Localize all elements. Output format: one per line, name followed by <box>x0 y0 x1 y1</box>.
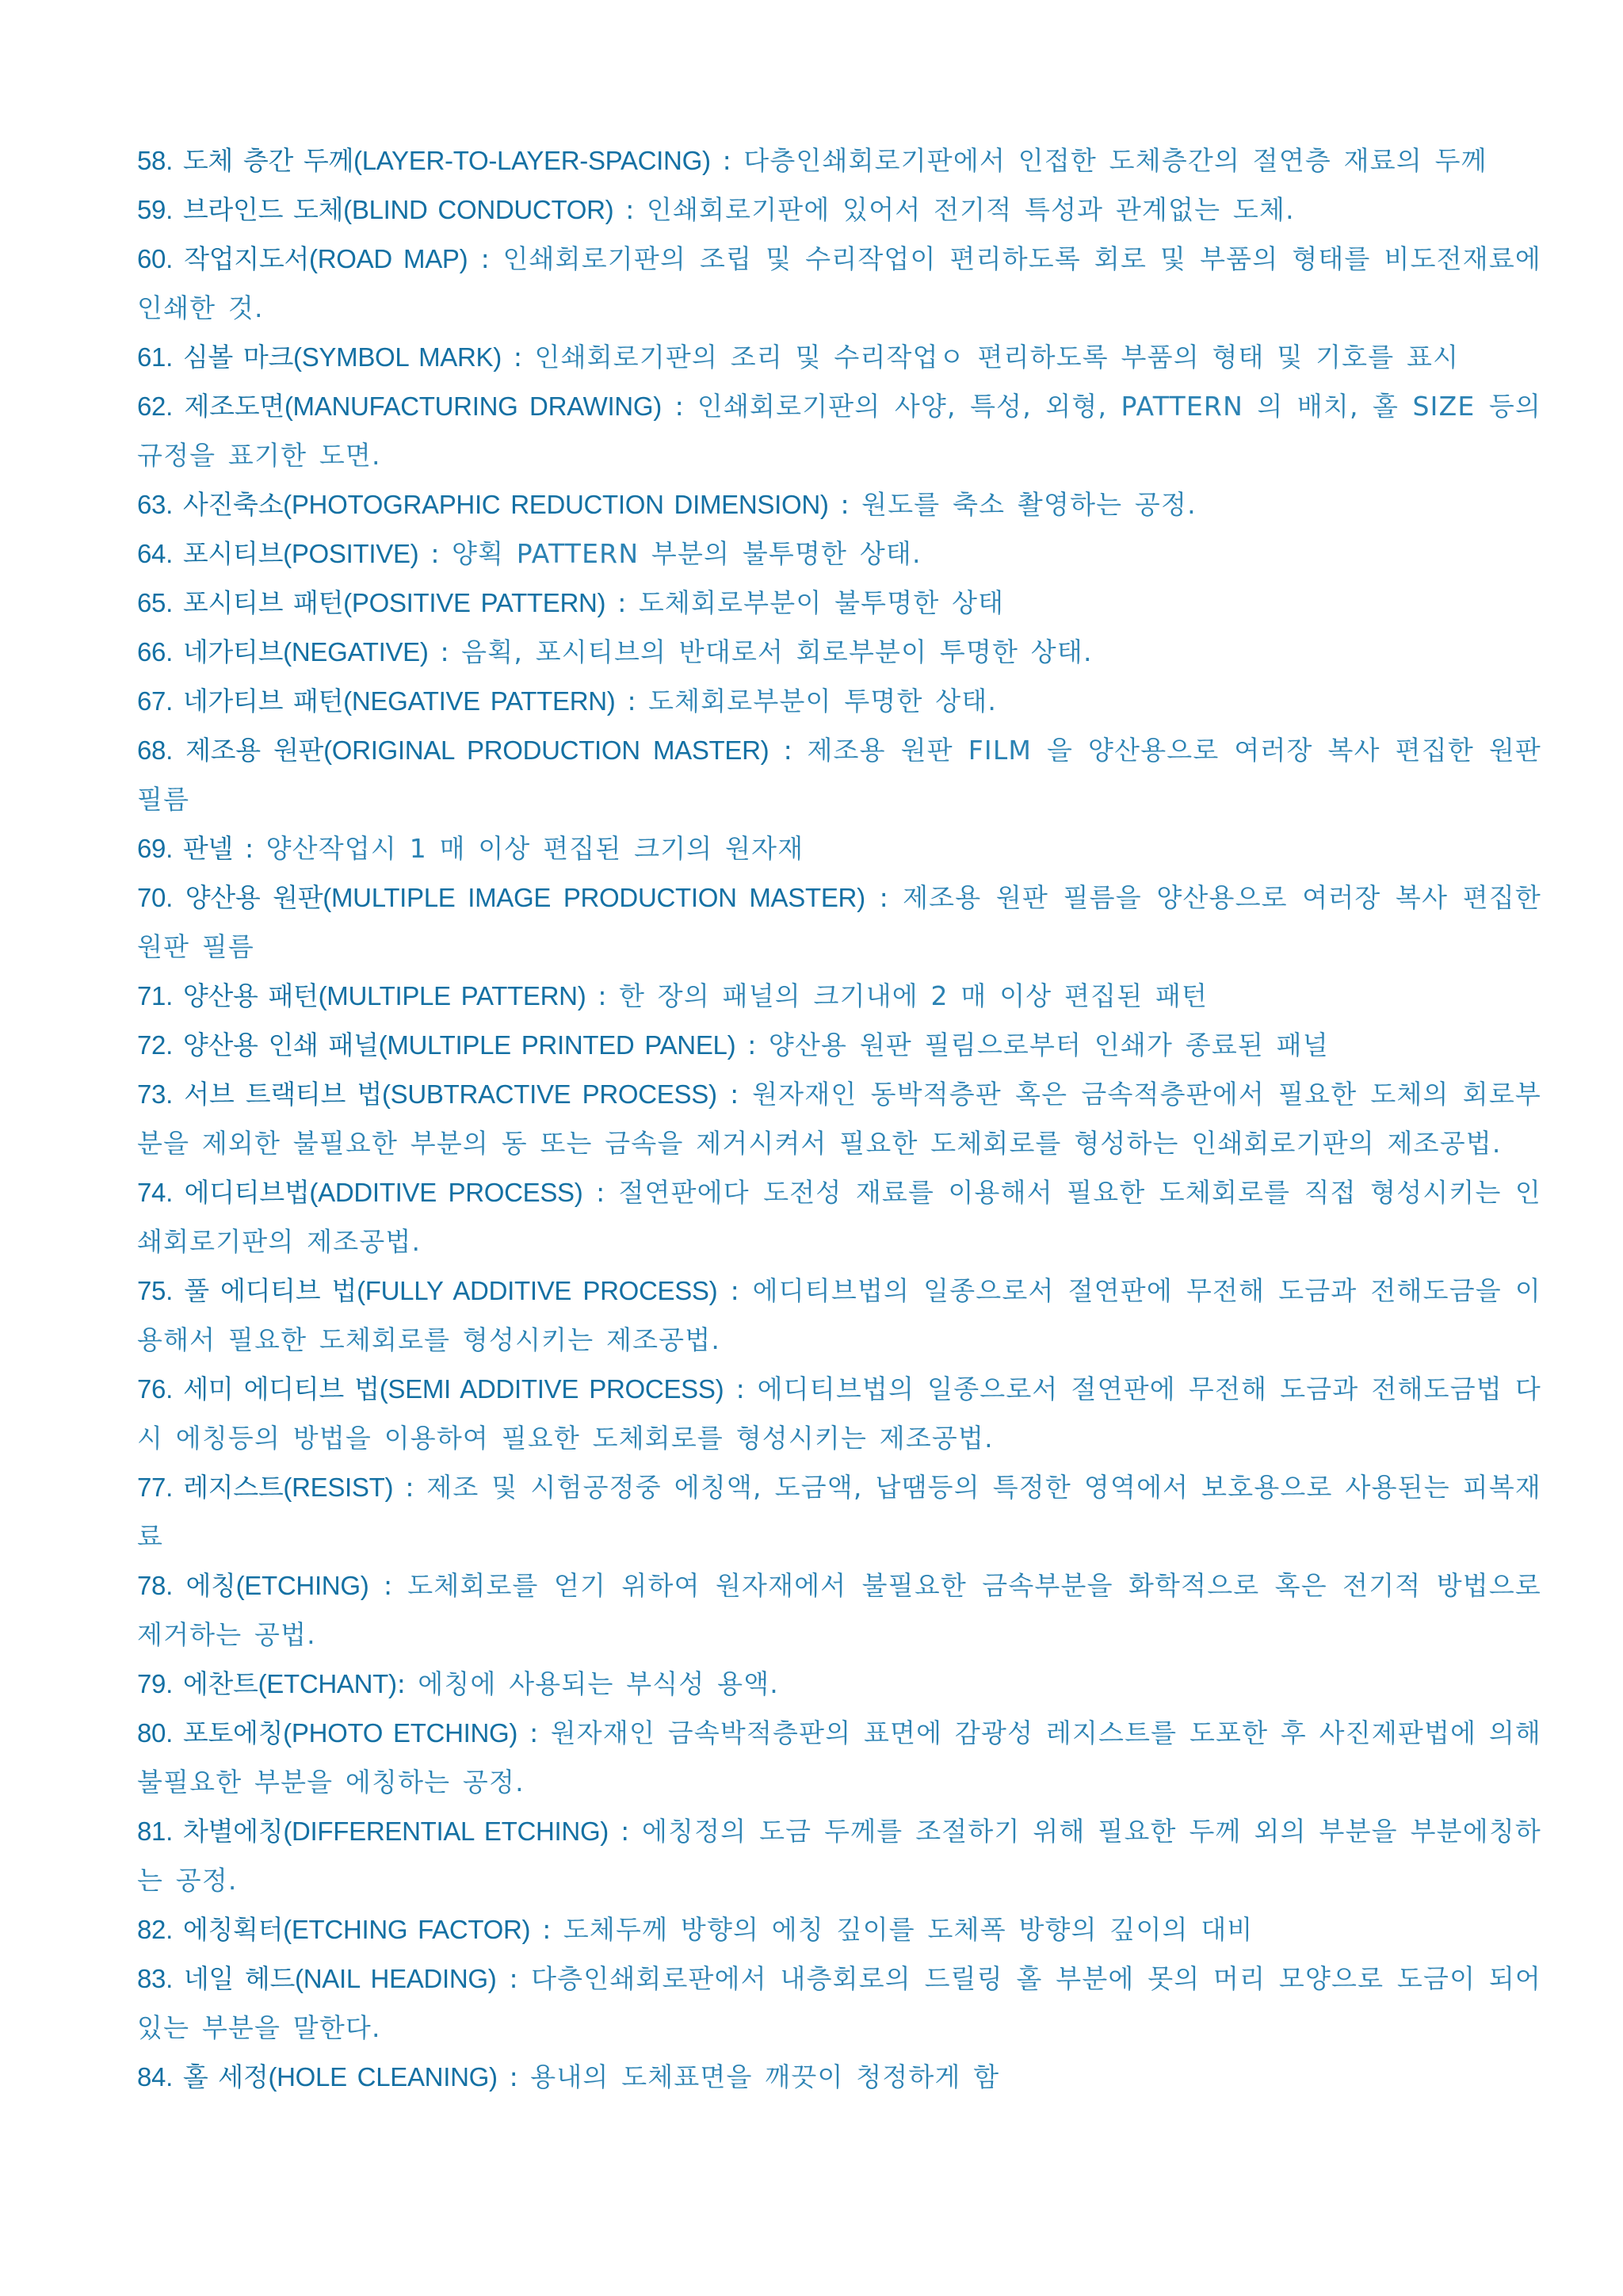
entry-separator: : <box>717 1275 753 1306</box>
entry-66 <box>137 628 1541 677</box>
entry-term: 58. 도체 층간 두께(LAYER-TO-LAYER-SPACING) <box>137 146 711 175</box>
entry-separator: : <box>501 342 535 372</box>
entry-75 <box>137 1266 1541 1365</box>
entry-term: 65. 포시티브 패턴(POSITIVE PATTERN) <box>137 588 606 617</box>
entry-definition: 음획, 포시티브의 반대로서 회로부분이 투명한 상태. <box>461 636 1093 667</box>
entry-separator: : <box>393 1472 427 1503</box>
entry-70 <box>137 873 1541 972</box>
entry-definition: 에칭에 사용되는 부식성 용액. <box>418 1668 779 1699</box>
entry-definition: 인쇄회로기판의 조립 및 수리작업이 편리하도록 회로 및 부품의 형태를 비도전재료에 인쇄한 것. <box>137 243 1541 323</box>
entry-58 <box>137 136 1541 185</box>
entry-73 <box>137 1070 1541 1168</box>
entry-72 <box>137 1021 1541 1070</box>
entry-term: 78. 에칭(ETCHING) <box>137 1571 369 1600</box>
entry-60 <box>137 235 1541 333</box>
entry-definition: 양산용 원판 필림으로부터 인쇄가 종료된 패널 <box>768 1030 1329 1060</box>
entry-separator: : <box>735 1030 769 1060</box>
entry-separator: : <box>497 2061 531 2092</box>
entry-definition: 에디티브법의 일종으로서 절연판에 무전해 도금과 전해도금을 이용해서 필요한 도체회로를 형성시키는 제조공법. <box>137 1275 1541 1355</box>
entry-separator: : <box>530 1914 563 1945</box>
entry-separator: : <box>769 735 808 766</box>
entry-term: 79. 에찬트(ETCHANT) <box>137 1669 397 1698</box>
entry-separator: : <box>586 980 619 1011</box>
entry-separator: : <box>496 1963 532 1994</box>
entry-term: 64. 포시티브(POSITIVE) <box>137 539 419 568</box>
entry-83 <box>137 1954 1541 2053</box>
entry-term: 66. 네가티브(NEGATIVE) <box>137 637 429 667</box>
entry-62 <box>137 382 1541 480</box>
entry-separator: : <box>396 1668 418 1699</box>
entry-59 <box>137 185 1541 235</box>
entry-65 <box>137 579 1541 628</box>
entry-term: 81. 차별에칭(DIFFERENTIAL ETCHING) <box>137 1817 609 1846</box>
entry-definition: 에칭정의 도금 두께를 조절하기 위해 필요한 두께 외의 부분을 부분에칭하는 공정. <box>137 1816 1541 1896</box>
entry-term: 62. 제조도면(MANUFACTURING DRAWING) <box>137 392 662 421</box>
entry-68 <box>137 726 1541 824</box>
entry-term: 68. 제조용 원판(ORIGINAL PRODUCTION MASTER) <box>137 735 769 765</box>
entry-separator: : <box>233 833 266 864</box>
entry-separator: : <box>428 636 462 667</box>
entry-separator: : <box>517 1717 551 1748</box>
entry-definition: 원도를 축소 촬영하는 공정. <box>861 489 1197 520</box>
entry-definition: 다층인쇄회로기판에서 인접한 도체층간의 절연층 재료의 두께 <box>743 145 1487 176</box>
entry-76 <box>137 1365 1541 1463</box>
entry-term: 71. 양산용 패턴(MULTIPLE PATTERN) <box>137 981 586 1010</box>
entry-definition: 양획 PATTERN 부분의 불투명한 상태. <box>451 538 922 569</box>
entry-definition: 절연판에다 도전성 재료를 이용해서 필요한 도체회로를 직접 형성시키는 인쇄회로기판의 제조공법. <box>137 1177 1541 1257</box>
entry-separator: : <box>828 489 862 520</box>
entry-78 <box>137 1561 1541 1660</box>
document-page <box>137 136 1541 2102</box>
entry-separator: : <box>661 391 697 422</box>
entry-63 <box>137 480 1541 529</box>
entry-separator: : <box>369 1570 408 1601</box>
entry-term: 84. 홀 세정(HOLE CLEANING) <box>137 2062 498 2092</box>
entry-separator: : <box>613 194 647 225</box>
entry-term: 74. 에디티브법(ADDITIVE PROCESS) <box>137 1178 583 1207</box>
entry-definition: 다층인쇄회로판에서 내층회로의 드릴링 홀 부분에 못의 머리 모양으로 도금이 되어 있는 부분을 말한다. <box>137 1963 1541 2043</box>
entry-separator: : <box>865 882 903 913</box>
entry-term: 63. 사진축소(PHOTOGRAPHIC REDUCTION DIMENSION) <box>137 490 829 519</box>
entry-term: 70. 양산용 원판(MULTIPLE IMAGE PRODUCTION MASTER) <box>137 883 865 912</box>
entry-separator: : <box>615 686 649 716</box>
entry-definition: 도체회로부분이 투명한 상태. <box>648 686 998 716</box>
entry-separator: : <box>716 1079 753 1110</box>
entry-separator: : <box>605 587 639 618</box>
entry-definition: 양산작업시 1 매 이상 편집된 크기의 원자재 <box>265 833 804 864</box>
entry-term: 69. 판넬 <box>137 834 233 863</box>
entry-term: 77. 레지스트(RESIST) <box>137 1473 394 1502</box>
entry-term: 73. 서브 트랙티브 법(SUBTRACTIVE PROCESS) <box>137 1079 717 1109</box>
entry-71 <box>137 972 1541 1021</box>
entry-term: 61. 심볼 마크(SYMBOL MARK) <box>137 342 502 372</box>
entry-61 <box>137 333 1541 382</box>
entry-definition: 인쇄회로기판의 사양, 특성, 외형, PATTERN 의 배치, 홀 SIZE 등의 규정을 표기한 도면. <box>137 391 1541 471</box>
entry-term: 75. 풀 에디티브 법(FULLY ADDITIVE PROCESS) <box>137 1276 718 1305</box>
entry-84 <box>137 2053 1541 2102</box>
entry-definition: 원자재인 금속박적층판의 표면에 감광성 레지스트를 도포한 후 사진제판법에 의해 불필요한 부분을 에칭하는 공정. <box>137 1717 1542 1797</box>
entry-definition: 인쇄회로기판의 조리 및 수리작업ㅇ 편리하도록 부품의 형태 및 기호를 표시 <box>534 342 1460 372</box>
entry-separator: : <box>582 1177 619 1208</box>
entry-separator: : <box>468 243 503 274</box>
entry-term: 80. 포토에칭(PHOTO ETCHING) <box>137 1718 518 1748</box>
entry-82 <box>137 1905 1541 1954</box>
entry-64 <box>137 529 1541 579</box>
entry-77 <box>137 1463 1541 1561</box>
entry-definition: 도체회로를 얻기 위하여 원자재에서 불필요한 금속부분을 화학적으로 혹은 전기적 방법으로 제거하는 공법. <box>137 1570 1541 1650</box>
entry-definition: 제조용 원판 필름을 양산용으로 여러장 복사 편집한 원판 필름 <box>137 882 1541 962</box>
entry-definition: 제조 및 시험공정중 에칭액, 도금액, 납땜등의 특정한 영역에서 보호용으로 사용된는 피복재료 <box>137 1472 1541 1552</box>
entry-term: 67. 네가티브 패턴(NEGATIVE PATTERN) <box>137 686 616 716</box>
entry-79 <box>137 1660 1541 1709</box>
entry-69 <box>137 824 1541 873</box>
entry-term: 83. 네일 헤드(NAIL HEADING) <box>137 1964 497 1993</box>
entry-term: 82. 에칭획터(ETCHING FACTOR) <box>137 1915 531 1944</box>
entry-term: 60. 작업지도서(ROAD MAP) <box>137 244 468 273</box>
entry-definition: 인쇄회로기판에 있어서 전기적 특성과 관계없는 도체. <box>646 194 1295 225</box>
entry-definition: 용내의 도체표면을 깨끗이 청정하게 함 <box>530 2061 1000 2092</box>
entry-separator: : <box>710 145 744 176</box>
entry-definition: 한 장의 패널의 크기내에 2 매 이상 편집된 패턴 <box>619 980 1209 1011</box>
entry-separator: : <box>418 538 452 569</box>
entry-definition: 원자재인 동박적층판 혹은 금속적층판에서 필요한 도체의 회로부분을 제외한 불필요한 부분의 동 또는 금속을 제거시켜서 필요한 도체회로를 형성하는 인쇄회로기판의 제조공법. <box>137 1079 1541 1159</box>
entry-term: 59. 브라인드 도체(BLIND CONDUCTOR) <box>137 195 614 224</box>
entry-separator: : <box>724 1373 758 1404</box>
entry-definition: 도체두께 방향의 에칭 깊이를 도체폭 방향의 깊이의 대비 <box>563 1914 1254 1945</box>
entry-80 <box>137 1709 1541 1807</box>
entry-74 <box>137 1168 1541 1266</box>
entry-67 <box>137 677 1541 726</box>
entry-81 <box>137 1807 1541 1905</box>
entry-term: 76. 세미 에디티브 법(SEMI ADDITIVE PROCESS) <box>137 1374 724 1404</box>
entry-term: 72. 양산용 인쇄 패널(MULTIPLE PRINTED PANEL) <box>137 1030 736 1060</box>
entry-definition: 에디티브법의 일종으로서 절연판에 무전해 도금과 전해도금법 다시 에칭등의 방법을 이용하여 필요한 도체회로를 형성시키는 제조공법. <box>137 1373 1541 1454</box>
entry-definition: 제조용 원판 FILM 을 양산용으로 여러장 복사 편집한 원판 필름 <box>137 735 1541 815</box>
entry-separator: : <box>609 1816 642 1847</box>
entry-definition: 도체회로부분이 불투명한 상태 <box>638 587 1005 618</box>
